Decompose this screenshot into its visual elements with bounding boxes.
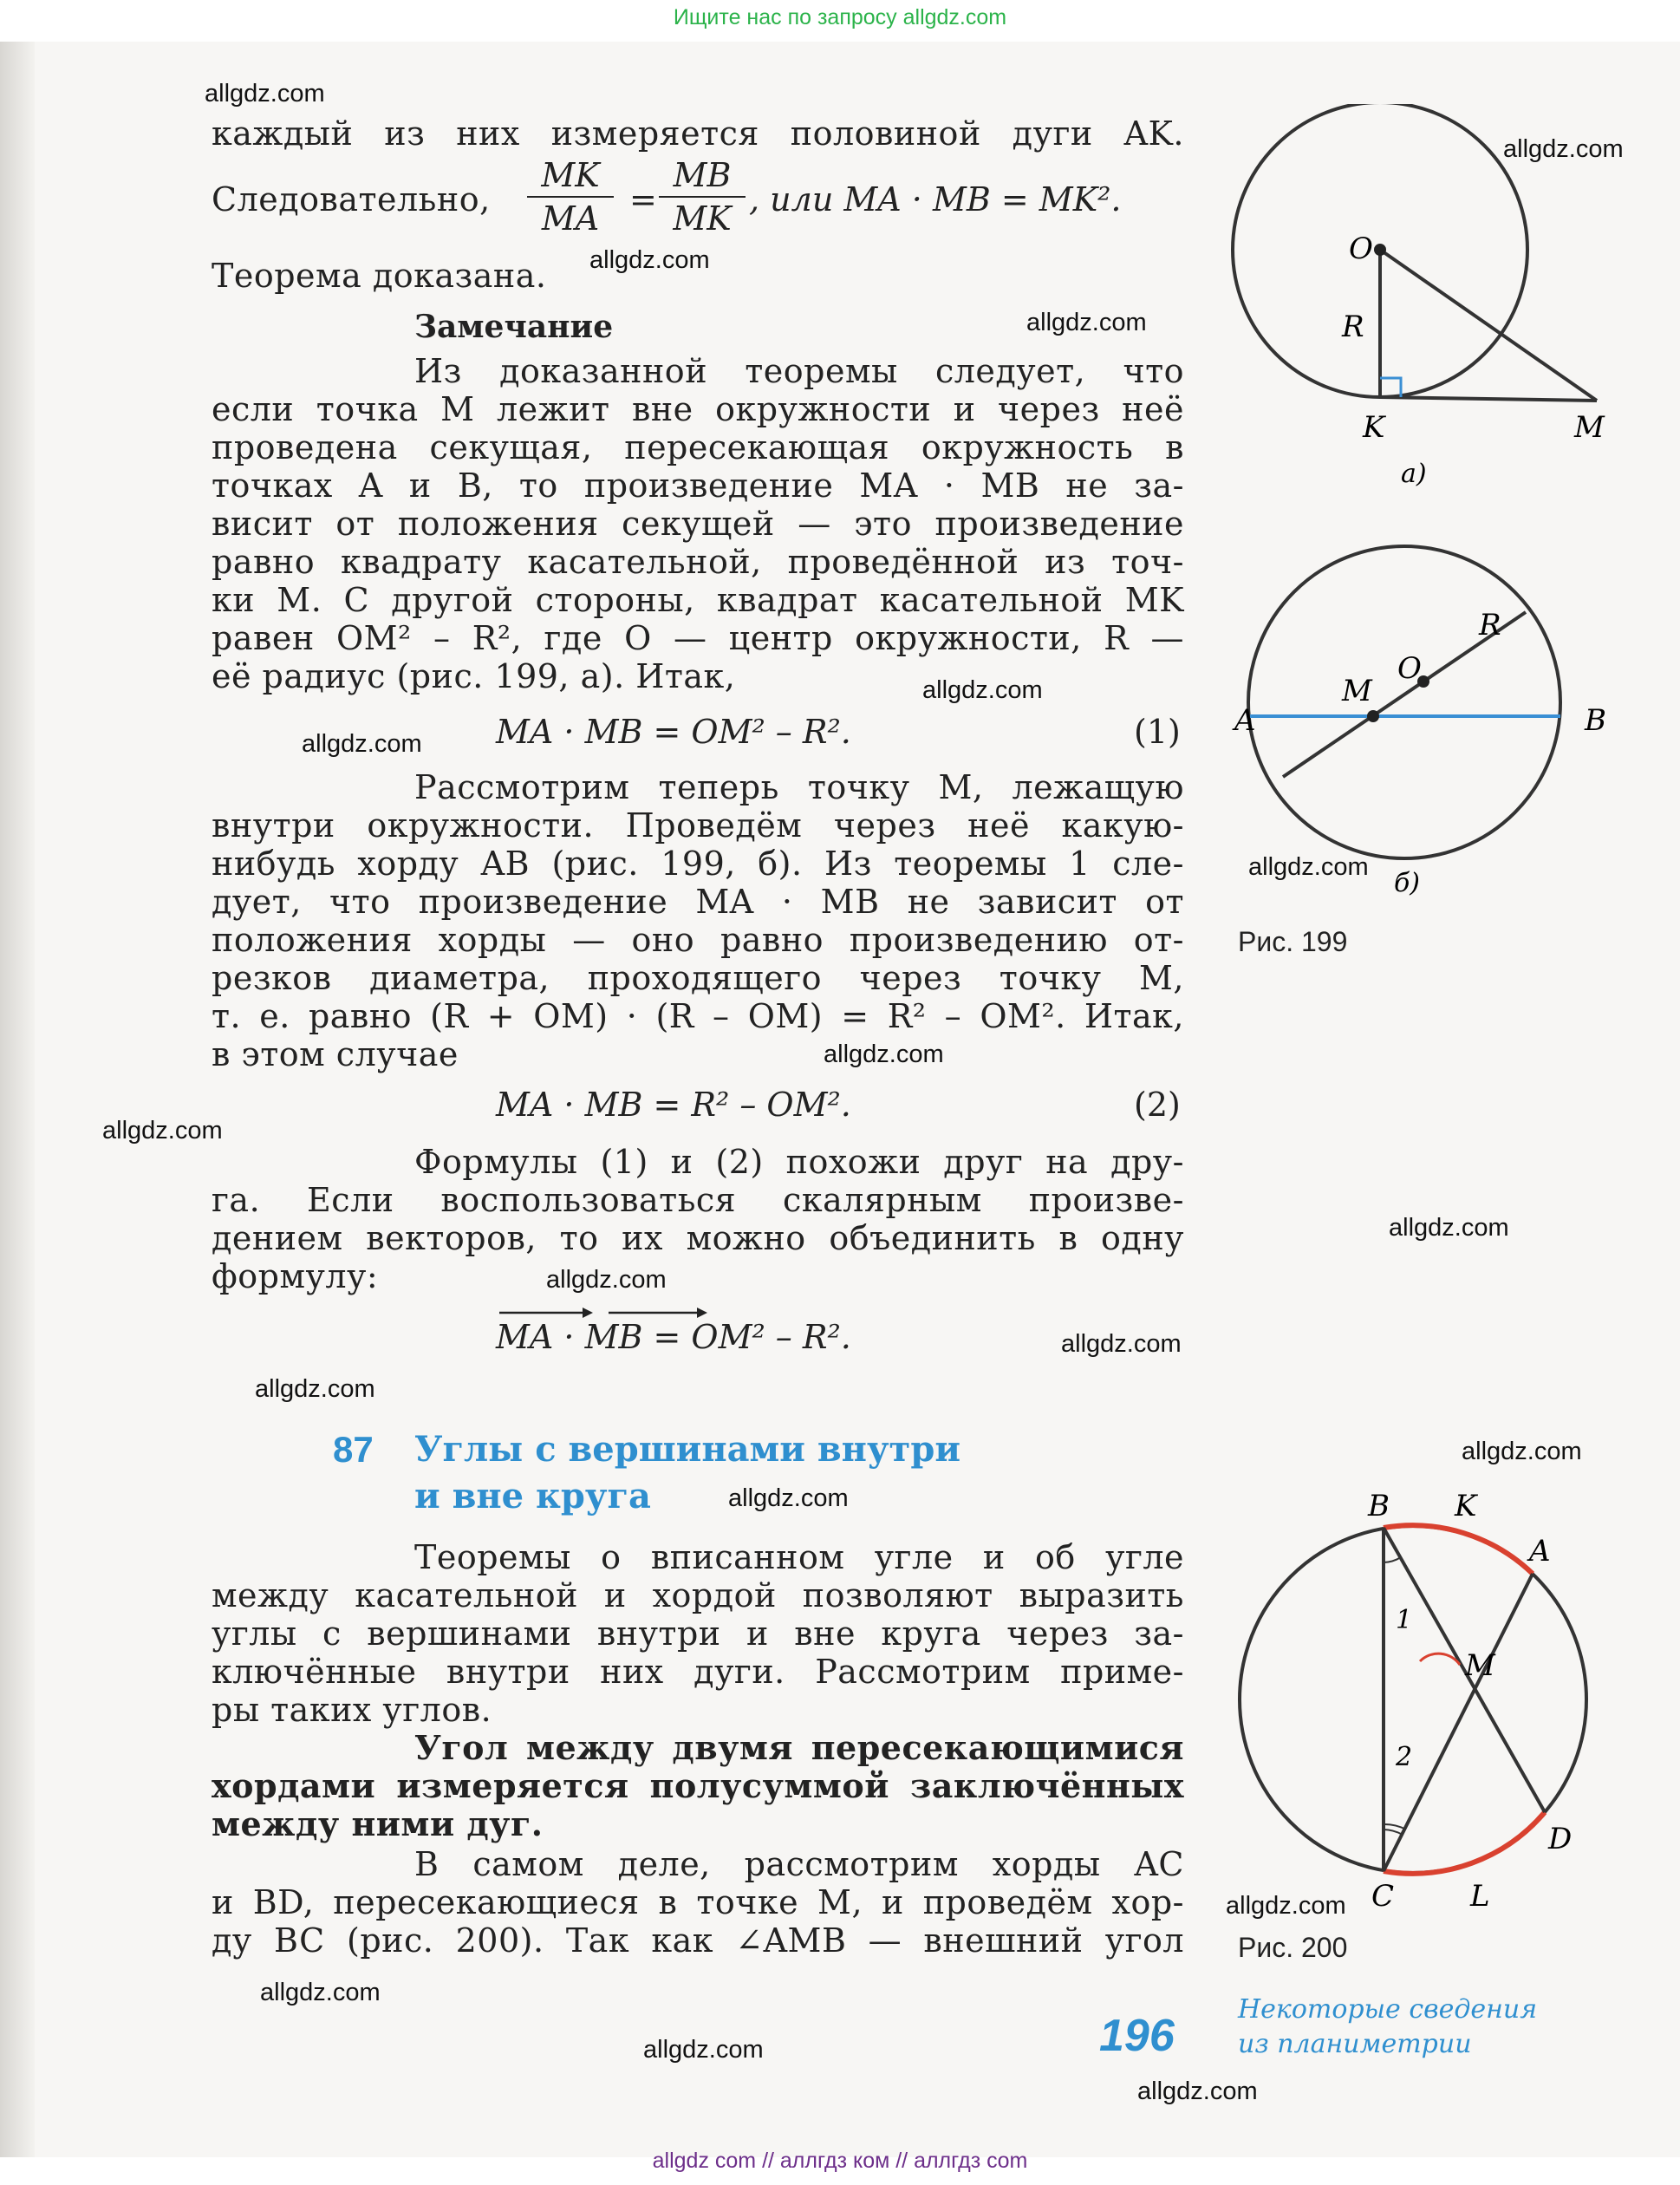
- fraction-mk-ma: [527, 156, 614, 238]
- equation-number: (1): [1134, 713, 1181, 751]
- figure-caption: Рис. 200: [1238, 1932, 1348, 1963]
- angle-2-arc: [1384, 1824, 1406, 1830]
- text-line: между касательной и хордой позволяют выразить: [212, 1576, 1184, 1614]
- point-m: [1367, 710, 1379, 722]
- circle: [1248, 546, 1560, 858]
- label-r: R: [1479, 608, 1501, 642]
- figure-199a: [1214, 104, 1664, 503]
- formula-text: , или MA · MB = MK².: [749, 180, 1122, 218]
- equation-number: (2): [1134, 1086, 1181, 1124]
- equals-sign: =: [629, 180, 657, 218]
- section-title-line: Углы с вершинами внутри: [414, 1429, 960, 1470]
- text-line: внутри окружности. Проведём через неё какую-: [212, 806, 1184, 845]
- text-line: висит от положения секущей — это произведение: [212, 505, 1184, 543]
- text-line: в этом случае: [212, 1035, 459, 1073]
- text-line: проведена секущая, пересекающая окружность в: [212, 428, 1184, 466]
- fraction-bar: [659, 196, 746, 198]
- angle-2-arc: [1384, 1830, 1403, 1835]
- fraction-bar: [527, 196, 614, 198]
- watermark: allgdz.com: [1462, 1438, 1582, 1465]
- text-line: Рассмотрим теперь точку M, лежащую: [414, 768, 1184, 806]
- watermark: allgdz.com: [255, 1375, 375, 1403]
- angle-2-label: 2: [1396, 1742, 1413, 1772]
- watermark: allgdz.com: [205, 80, 325, 108]
- figure-200: [1214, 1465, 1664, 1934]
- text-line: Теоремы о вписанном угле и об угле: [414, 1538, 1184, 1576]
- watermark: allgdz.com: [102, 1117, 223, 1145]
- fraction-denominator: MK: [673, 199, 732, 238]
- label-o: O: [1349, 232, 1373, 266]
- label-k: K: [1455, 1489, 1477, 1523]
- label-a: A: [1234, 703, 1256, 738]
- text-line: равно квадрату касательной, проведённой из точ-: [212, 543, 1184, 581]
- text-line: Теорема доказана.: [212, 257, 547, 295]
- label-b: B: [1585, 703, 1606, 738]
- watermark: allgdz.com: [260, 1979, 381, 2006]
- label-o: O: [1397, 651, 1422, 686]
- label-d: D: [1548, 1822, 1573, 1856]
- formula-vector: MA · MB = OM² – R².: [496, 1318, 851, 1356]
- text-line: ду BC (рис. 200). Так как ∠AMB — внешний угол: [212, 1921, 1184, 1960]
- text-line: резков диаметра, проходящего через точку M,: [212, 959, 1184, 997]
- watermark: allgdz.com: [728, 1484, 849, 1512]
- text-line: Из доказанной теоремы следует, что: [414, 352, 1184, 390]
- text-line: формулу:: [212, 1257, 379, 1295]
- text-line: точках A и B, то произведение MA · MB не за-: [212, 466, 1184, 505]
- text-line: т. е. равно (R + OM) · (R – OM) = R² – OM². Итак,: [212, 997, 1184, 1035]
- text-line: если точка M лежит вне окружности и через неё: [212, 390, 1184, 428]
- remark-title: Замечание: [414, 309, 614, 345]
- section-number: 87: [333, 1429, 374, 1470]
- tangent-km: [1380, 397, 1597, 401]
- watermark: allgdz.com: [1226, 1892, 1346, 1920]
- text-line: В самом деле, рассмотрим хорды AC: [414, 1845, 1184, 1883]
- text-line: и BD, пересекающиеся в точке M, и проведём хор-: [212, 1883, 1184, 1921]
- right-angle-mark: [1380, 378, 1401, 397]
- watermark: allgdz.com: [1026, 309, 1147, 336]
- text-line: Следовательно,: [212, 180, 491, 218]
- book-spine-shadow: [0, 42, 35, 2157]
- text-line: углы с вершинами внутри и вне круга через за-: [212, 1614, 1184, 1653]
- watermark: allgdz.com: [1061, 1330, 1182, 1358]
- text-line: нибудь хорду AB (рис. 199, б). Из теоремы 1 сле-: [212, 845, 1184, 883]
- text-line: дует, что произведение MA · MB не зависит от: [212, 883, 1184, 921]
- watermark: allgdz.com: [824, 1040, 944, 1068]
- formula-2: MA · MB = R² – OM².: [496, 1086, 851, 1124]
- fraction-numerator: MB: [673, 156, 732, 194]
- text-line: её радиус (рис. 199, а). Итак,: [212, 657, 736, 695]
- fraction-numerator: MK: [541, 156, 600, 194]
- text-line: га. Если воспользоваться скалярным произве-: [212, 1181, 1184, 1219]
- subfigure-label: а): [1401, 459, 1427, 489]
- text-line: ры таких углов.: [212, 1691, 492, 1729]
- watermark: allgdz.com: [1503, 135, 1624, 163]
- label-r: R: [1342, 310, 1364, 344]
- label-l: L: [1470, 1879, 1490, 1914]
- arrow-head: [583, 1308, 593, 1318]
- angle-1-label: 1: [1396, 1605, 1413, 1635]
- watermark: allgdz.com: [1389, 1214, 1509, 1242]
- section-title-line: и вне круга: [414, 1476, 651, 1516]
- figure-caption: Рис. 199: [1238, 926, 1348, 957]
- text-line: Формулы (1) и (2) похожи друг на дру-: [414, 1143, 1184, 1181]
- bold-statement: Угол между двумя пересекающимися: [414, 1728, 1184, 1767]
- label-k: K: [1363, 410, 1385, 445]
- label-c: C: [1371, 1879, 1395, 1914]
- bold-statement: между ними дуг.: [212, 1804, 544, 1843]
- text-line: ключённые внутри них дуги. Рассмотрим приме-: [212, 1653, 1184, 1691]
- top-banner[interactable]: Ищите нас по запросу allgdz.com: [673, 5, 1007, 29]
- text-line: положения хорды — оно равно произведению от-: [212, 921, 1184, 959]
- text-line: ки M. С другой стороны, квадрат касательной MK: [212, 581, 1184, 619]
- watermark: allgdz.com: [643, 2036, 764, 2064]
- label-m: M: [1342, 674, 1372, 708]
- fraction-denominator: MA: [541, 199, 600, 238]
- angle-1-arc: [1384, 1557, 1401, 1562]
- bold-statement: хордами измеряется полусуммой заключённых: [212, 1766, 1184, 1805]
- label-b: B: [1368, 1489, 1390, 1523]
- bottom-banner[interactable]: allgdz com // аллгдз ком // аллгдз com: [652, 2149, 1028, 2173]
- watermark: allgdz.com: [546, 1266, 667, 1294]
- text-line: дением векторов, то их можно объединить в одну: [212, 1219, 1184, 1257]
- watermark: allgdz.com: [1137, 2077, 1258, 2105]
- label-m: M: [1574, 410, 1605, 445]
- center-point: [1374, 244, 1386, 256]
- text-line: равен OM² – R², где O — центр окружности, R —: [212, 619, 1184, 657]
- watermark: allgdz.com: [302, 730, 422, 758]
- segment-om: [1380, 250, 1597, 401]
- text-line: каждый из них измеряется половиной дуги AK.: [212, 114, 1184, 153]
- label-a: A: [1529, 1534, 1551, 1569]
- subfigure-label: б): [1394, 868, 1421, 898]
- watermark: allgdz.com: [1248, 853, 1369, 881]
- label-m: M: [1465, 1648, 1495, 1683]
- page-number: 196: [1099, 2011, 1175, 2061]
- running-footer: из планиметрии: [1238, 2029, 1472, 2059]
- arrow-head: [697, 1308, 707, 1318]
- formula-1: MA · MB = OM² – R².: [496, 713, 851, 751]
- watermark: allgdz.com: [922, 676, 1043, 704]
- watermark: allgdz.com: [589, 246, 710, 274]
- fraction-mb-mk: [659, 156, 746, 238]
- running-footer: Некоторые сведения: [1238, 1994, 1538, 2025]
